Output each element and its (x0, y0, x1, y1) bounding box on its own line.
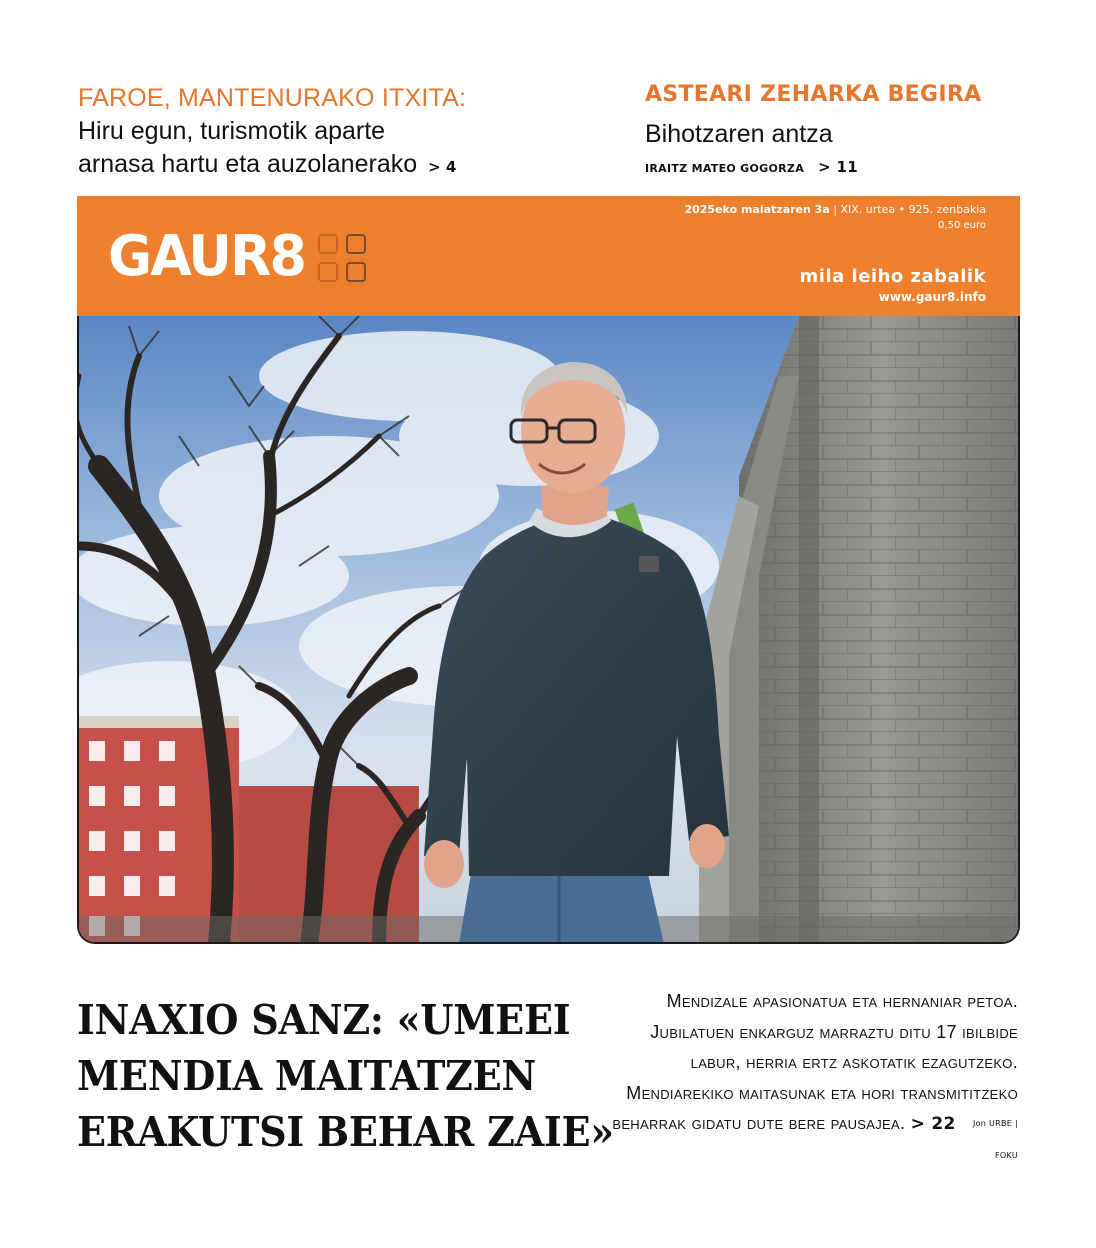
issue-year: XIX. urtea (840, 203, 896, 216)
teaser-right-byline (645, 158, 858, 176)
teaser-right-kicker: ASTEARI ZEHARKA BEGIRA (645, 82, 982, 107)
meta-separator-1: | (833, 203, 837, 216)
gaur8-logo[interactable]: GAUR8 (108, 224, 305, 289)
logo-window-grid-icon (318, 234, 370, 286)
headline-line-2: MENDIA MAITATZEN (77, 1052, 536, 1100)
teaser-right-author: IRAITZ MATEO GOGORZA (645, 162, 805, 175)
cover-summary-text: Mendizale apasionatua eta hernaniar petoa. Jubilatuen enkarguz marraztu ditu 17 ibilbide labur, herria ertz askotatik ezagutzeko. Mendiarekiko maitasunak eta hori transmititzeko beharrak gidatu dute bere pausajea. (612, 991, 1018, 1133)
issue-number: 925. zenbakia (908, 203, 986, 216)
headline-line-1: INAXIO SANZ: «UMEEI (77, 996, 571, 1044)
teaser-right-page-ref[interactable]: > 11 (818, 158, 859, 176)
teaser-left-line2[interactable] (78, 150, 456, 179)
teaser-left-line2-text: arnasa hartu eta auzolanerako (78, 150, 418, 178)
issue-date: 2025eko maiatzaren 3a (684, 203, 830, 216)
headline-line-3: ERAKUTSI BEHAR ZAIE» (77, 1108, 614, 1156)
teaser-left-line1: Hiru egun, turismotik aparte (78, 117, 386, 145)
meta-separator-2: • (898, 203, 906, 216)
photo-credit: Jon URBE | FOKU (972, 1119, 1018, 1160)
masthead-website-link[interactable]: www.gaur8.info (878, 290, 986, 304)
cover-photo (77, 316, 1020, 944)
issue-meta (684, 203, 986, 216)
cover-headline[interactable] (77, 992, 614, 1160)
teaser-left-page-ref[interactable]: > 4 (428, 158, 457, 176)
masthead-tagline: mila leiho zabalik (799, 266, 986, 287)
issue-price: 0,50 euro (938, 220, 986, 231)
teaser-right-title[interactable]: Bihotzaren antza (645, 120, 833, 148)
teaser-left-kicker: FAROE, MANTENURAKO ITXITA: (78, 84, 467, 112)
cover-summary (598, 986, 1018, 1171)
cover-page-ref[interactable]: > 22 (910, 1114, 956, 1134)
